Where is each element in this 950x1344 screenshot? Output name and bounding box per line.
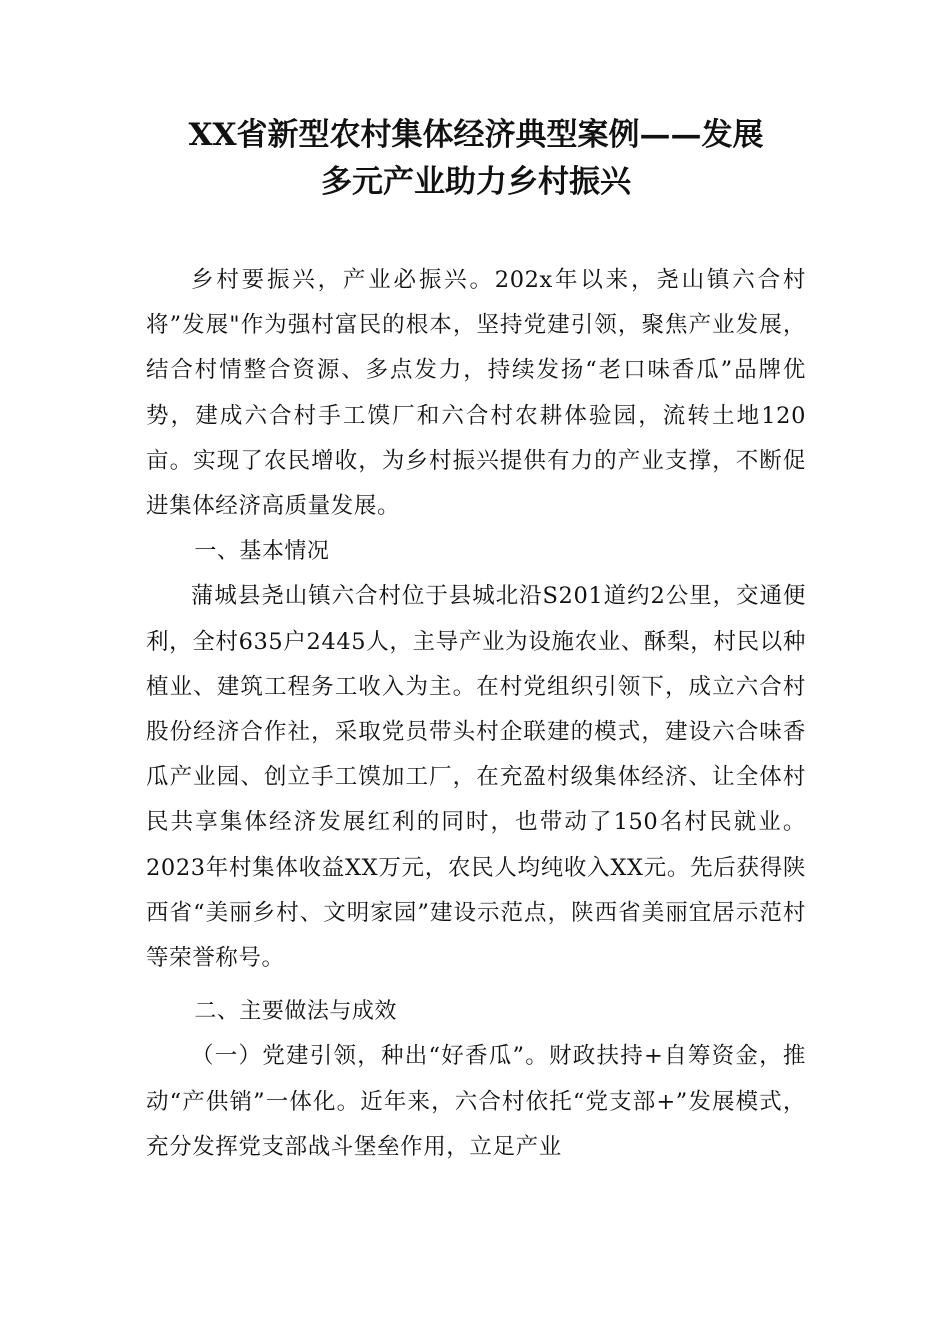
section-heading-basic-info: 一、基本情况 xyxy=(194,539,330,565)
methods-paragraph-1 xyxy=(146,1034,806,1170)
section-heading-methods: 二、主要做法与成效 xyxy=(194,999,397,1025)
intro-paragraph: 乡村要振兴，产业必振兴。202x年以来，尧山镇六合村将”发展"作为强村富民的根本，坚持党建引领，聚焦产业发展，结合村情整合资源、多点发力，持续发扬“老口味香瓜”品牌优势，建成六合村手工馍厂和六合村农耕体验园，流转土地120亩。实现了农民增收，为乡村振兴提供有力的产业支撑，不断促进集体经济高质量发展。 xyxy=(146,267,806,520)
subsection-title: （一）党建引领，种出“好香瓜”。 xyxy=(191,1043,550,1070)
title-spacer xyxy=(146,206,806,258)
subsection-body: 财政扶持+自筹资金，推动“产供销”一体化。近年来，六合村依托“党支部+”发展模式，充分发挥党支部战斗堡垒作用，立足产业 xyxy=(146,1043,806,1160)
document-page xyxy=(146,112,806,1170)
document-title xyxy=(140,112,812,206)
title-line-2: 多元产业助力乡村振兴 xyxy=(321,164,631,200)
title-line-1: XX省新型农村集体经济典型案例——发展 xyxy=(188,117,764,153)
basic-info-paragraph: 蒲城县尧山镇六合村位于县城北沿S201道约2公里，交通便利，全村635户2445人，主导产业为设施农业、酥梨，村民以种植业、建筑工程务工收入为主。在村党组织引领下，成立六合村股份经济合作社，采取党员带头村企联建的模式，建设六合味香瓜产业园、创立手工馍加工厂，在充盈村级集体经济、让全体村民共享集体经济发展红利的同时，也带动了150名村民就业。2023年村集体收益XX万元，农民人均纯收入XX元。先后获得陕西省“美丽乡村、文明家园”建设示范点，陕西省美丽宜居示范村等荣誉称号。 xyxy=(146,583,806,972)
